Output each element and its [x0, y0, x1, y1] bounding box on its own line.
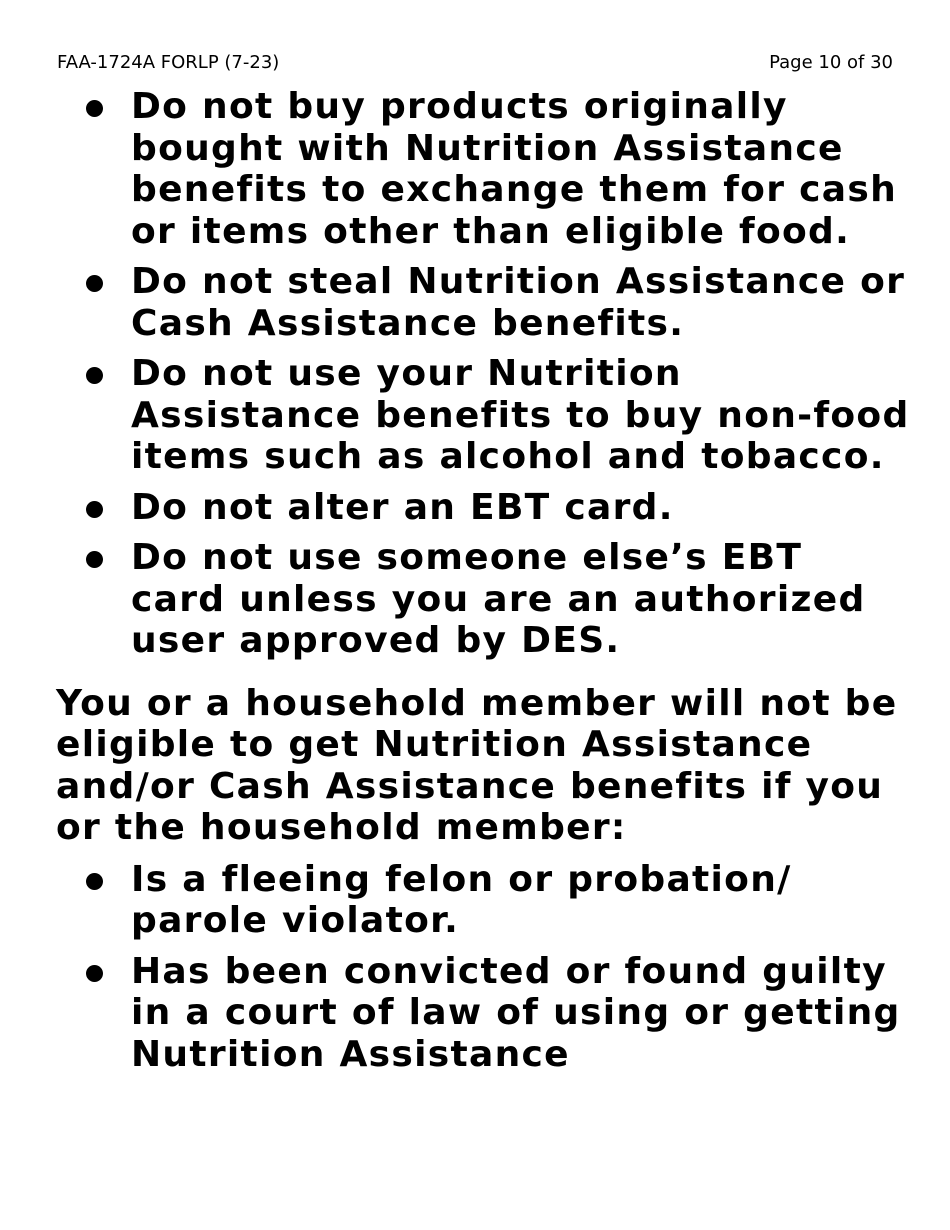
- rules-list: [0, 86, 950, 662]
- list-item: [0, 261, 950, 344]
- bullet-icon: [86, 551, 103, 568]
- list-item-text: Do not steal Nutrition Assistance or Cash Assistance benefits.: [131, 261, 906, 344]
- list-item: [0, 859, 950, 942]
- list-item-text: Do not use someone else’s EBT card unless you are an authorized user approved by DES.: [131, 537, 866, 661]
- list-item: [0, 86, 950, 252]
- list-item: [0, 353, 950, 478]
- bullet-icon: [86, 100, 103, 117]
- page-header: [57, 52, 893, 74]
- bullet-icon: [86, 501, 103, 518]
- list-item-text: Has been convicted or found guilty in a court of law of using or getting Nutrition Assistance: [131, 950, 901, 1075]
- bullet-icon: [86, 367, 103, 384]
- ineligibility-list: [0, 859, 950, 1076]
- list-item-text: Do not buy products originally bought with Nutrition Assistance benefits to exchange them for cash or items other than eligible food.: [131, 86, 897, 252]
- page-number: Page 10 of 30: [769, 52, 893, 73]
- list-item: [0, 487, 950, 529]
- list-item-text: Is a fleeing felon or probation/ parole violator.: [131, 858, 792, 941]
- list-item-text: Do not use your Nutrition Assistance benefits to buy non-food items such as alcohol and tobacco.: [131, 353, 910, 477]
- form-id: FAA-1724A FORLP (7-23): [57, 52, 280, 73]
- eligibility-paragraph: You or a household member will not be eligible to get Nutrition Assistance and/or Cash Assistance benefits if you or the household member:: [56, 682, 898, 848]
- page-body: [0, 86, 950, 1084]
- bullet-icon: [86, 275, 103, 292]
- bullet-icon: [86, 965, 103, 982]
- list-item-text: Do not alter an EBT card.: [131, 486, 674, 528]
- list-item: [0, 537, 950, 662]
- bullet-icon: [86, 873, 103, 890]
- list-item: [0, 951, 950, 1076]
